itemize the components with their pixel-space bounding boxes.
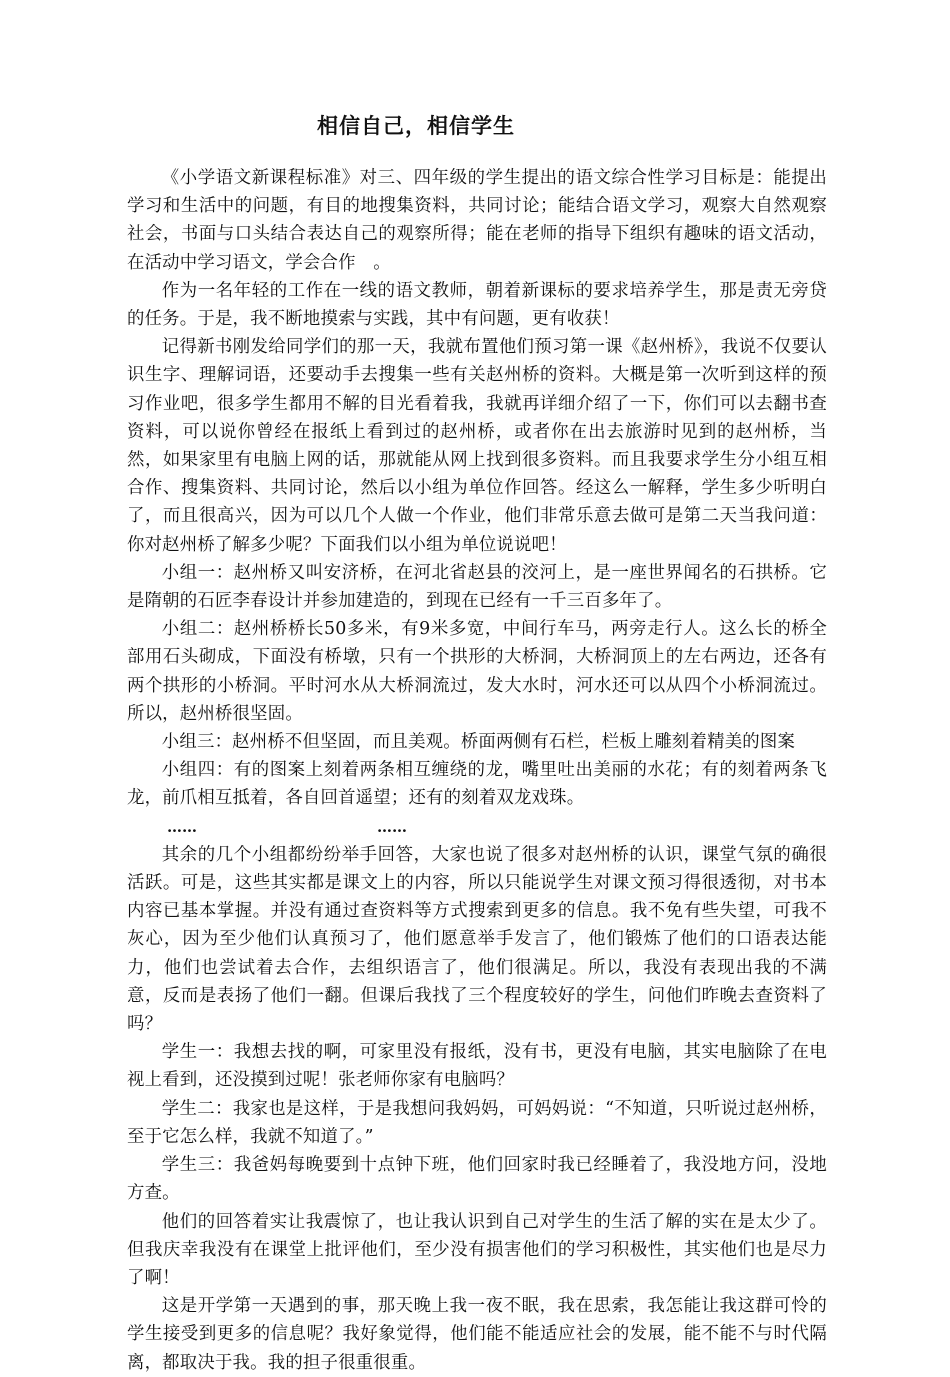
paragraph-teacher-role: 作为一名年轻的工作在一线的语文教师，朝着新课标的要求培养学生，那是责无旁贷的任务。于是，我不断地摸索与实践，其中有问题，更有收获！: [127, 280, 827, 330]
ellipsis-mark: ……: [167, 817, 197, 836]
paragraph-teacher-realization: 他们的回答着实让我震惊了，也让我认识到自己对学生的生活了解的实在是太少了。但我庆幸我没有在课堂上批评他们，至少没有损害他们的学习积极性，其实他们也是尽力了啊！: [127, 1211, 827, 1288]
paragraph-student-two: 学生二：我家也是这样，于是我想问我妈妈，可妈妈说：“不知道，只听说过赵州桥，至于它怎么样，我就不知道了。”: [127, 1098, 827, 1147]
paragraph-group-two: 小组二：赵州桥桥长50多米，有9米多宽，中间行车马，两旁走行人。这么长的桥全部用石头砌成，下面没有桥墩，只有一个拱形的大桥洞，大桥洞顶上的左右两边，还各有两个拱形的小桥洞。平时河水从大桥洞流过，发大水时，河水还可以从四个小桥洞流过。所以，赵州桥很坚固。: [127, 619, 827, 724]
ellipsis-mark: ……: [377, 817, 407, 836]
paragraph-group-one: 小组一：赵州桥又叫安济桥，在河北省赵县的洨河上，是一座世界闻名的石拱桥。它是隋朝的石匠李春设计并参加建造的，到现在已经有一千三百多年了。: [127, 562, 827, 612]
ellipsis-row: [127, 813, 827, 841]
paragraph-student-one: 学生一：我想去找的啊，可家里没有报纸，没有书，更没有电脑，其实电脑除了在电视上看到，还没摸到过呢！张老师你家有电脑吗？: [127, 1042, 827, 1091]
paragraph-group-three: 小组三：赵州桥不但坚固，而且美观。桥面两侧有石栏，栏板上雕刻着精美的图案: [161, 732, 796, 753]
paragraph-curriculum-goals: 《小学语文新课程标准》对三、四年级的学生提出的语文综合性学习目标是：能提出学习和生活中的问题，有目的地搜集资料，共同讨论；能结合语文学习，观察大自然观察社会，书面与口头结合表达自己的观察所得；能在老师的指导下组织有趣味的语文活动，在活动中学习语文，学会合作 。: [127, 168, 827, 273]
paragraph-student-three: 学生三：我爸妈每晚要到十点钟下班，他们回家时我已经睡着了，我没地方问，没地方查。: [127, 1155, 827, 1204]
paragraph-group-four: 小组四：有的图案上刻着两条相互缠绕的龙，嘴里吐出美丽的水花；有的刻着两条飞龙，前爪相互抵着，各自回首遥望；还有的刻着双龙戏珠。: [127, 760, 827, 809]
paragraph-preview-assignment: 记得新书刚发给同学们的那一天，我就布置他们预习第一课《赵州桥》，我说不仅要认识生字、理解词语，还要动手去搜集一些有关赵州桥的资料。大概是第一次听到这样的预习作业吧，很多学生都用不解的目光看着我，我就再详细介绍了一下，你们可以去翻书查资料，可以说你曾经在报纸上看到过的赵州桥，或者你在出去旅游时见到的赵州桥，当然，如果家里有电脑上网的话，那就能从网上找到很多资料。而且我要求学生分小组互相合作、搜集资料、共同讨论，然后以小组为单位作回答。经这么一解释，学生多少听明白了，而且很高兴，因为可以几个人做一个作业，他们非常乐意去做可是第二天当我问道：你对赵州桥了解多少呢？下面我们以小组为单位说说吧！: [127, 337, 827, 555]
document-title: 相信自己，相信学生: [317, 114, 515, 138]
document-page: [127, 110, 827, 1377]
paragraph-closing-thoughts: 这是开学第一天遇到的事，那天晚上我一夜不眠，我在思索，我怎能让我这群可怜的学生接受到更多的信息呢？我好象觉得，他们能不能适应社会的发展，能不能不与时代隔离，都取决于我。我的担子很重很重。: [127, 1296, 827, 1373]
paragraph-class-reflection: 其余的几个小组都纷纷举手回答，大家也说了很多对赵州桥的认识，课堂气氛的确很活跃。可是，这些其实都是课文上的内容，所以只能说学生对课文预习得很透彻，对书本内容已基本掌握。并没有通过查资料等方式搜索到更多的信息。我不免有些失望，可我不灰心，因为至少他们认真预习了，他们愿意举手发言了，他们锻炼了他们的口语表达能力，他们也尝试着去合作，去组织语言了，他们很满足。所以，我没有表现出我的不满意，反而是表扬了他们一翻。但课后我找了三个程度较好的学生，问他们昨晚去查资料了吗？: [127, 844, 827, 1035]
